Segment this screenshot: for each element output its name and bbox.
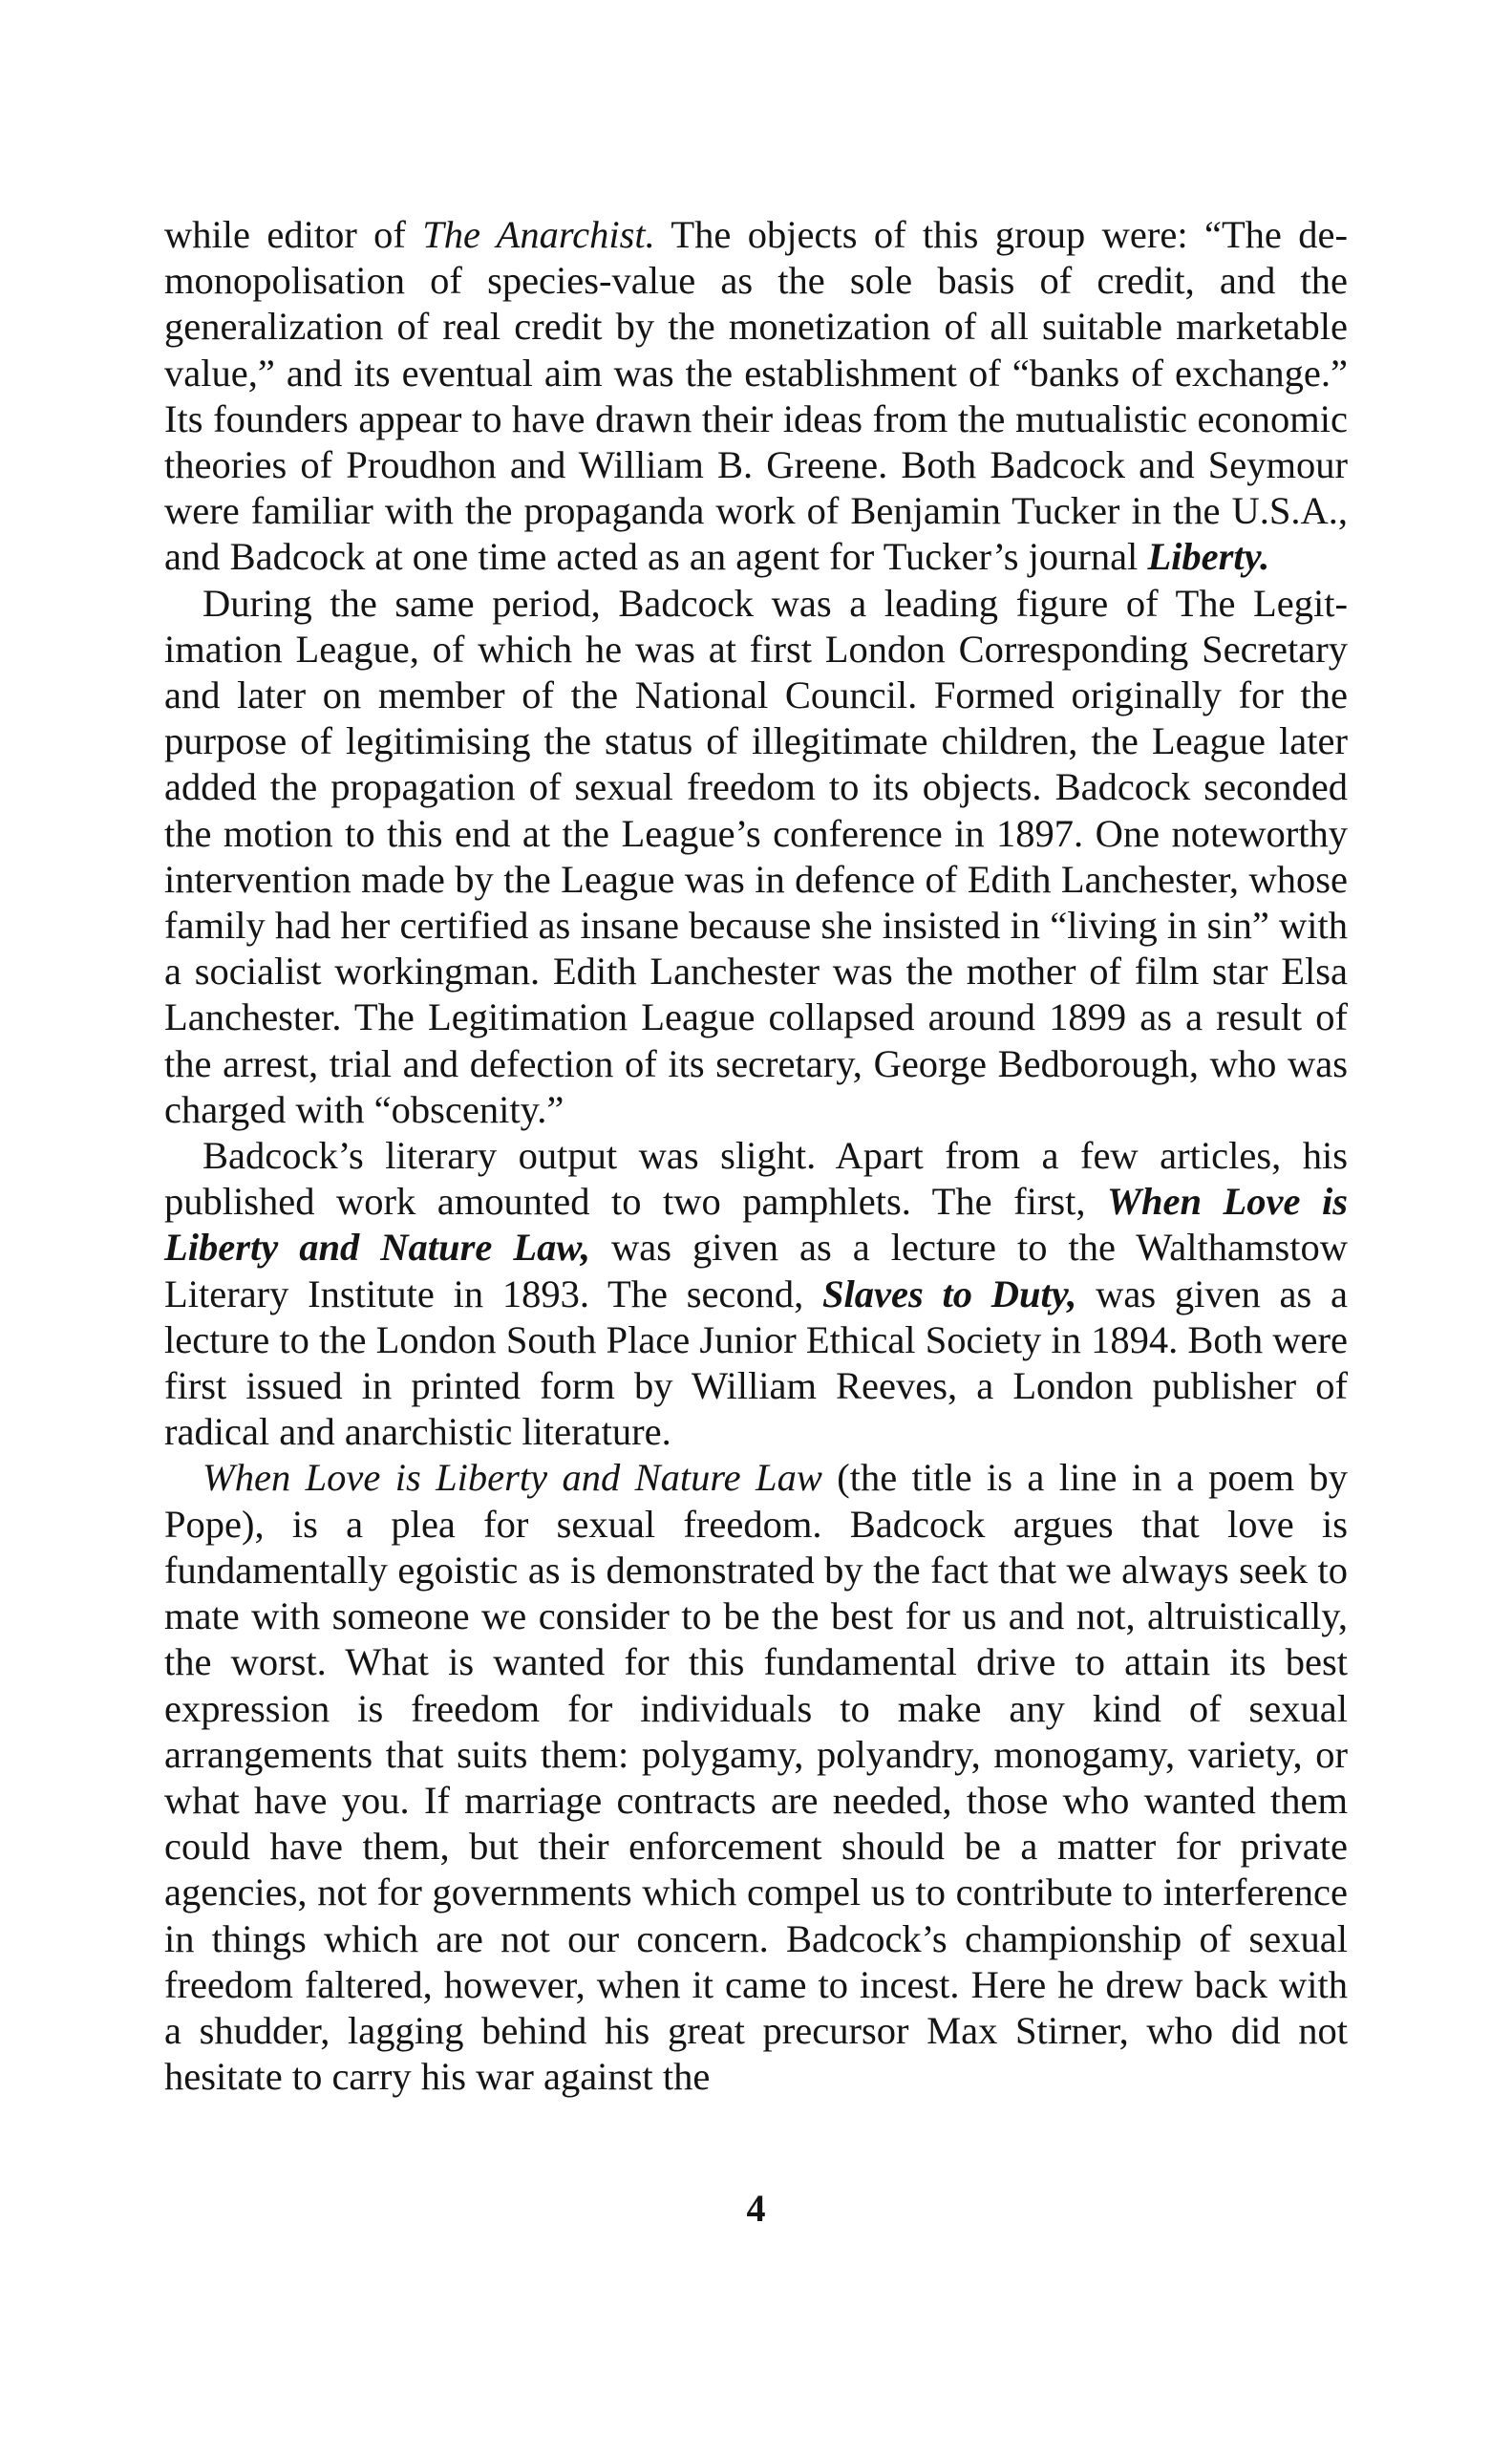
- text-run-bold-italic: Slaves to Duty,: [822, 1272, 1077, 1315]
- text-run: was given as a lecture to the London South Place Junior Ethical Society in 1894. Both were first issued in printed form by William Reeves, a London publisher of radical and anarchistic literature.: [164, 1272, 1348, 1454]
- text-run-bold-italic: When Love is Liberty and Nature Law,: [164, 1180, 1348, 1270]
- paragraph-3: [164, 1133, 1348, 1455]
- paragraph-1: [164, 212, 1348, 581]
- text-run: Badcock’s literary output was slight. Apart from a few articles, his published work amounted to two pamphlets. The first,: [164, 1134, 1348, 1224]
- text-run-italic: When Love is Liberty and Nature Law: [202, 1456, 822, 1500]
- paragraph-2: [164, 581, 1348, 1133]
- text-run: was given as a lecture to the Walthamstow Literary Institute in 1893. The second,: [164, 1226, 1349, 1315]
- paragraph-4: [164, 1455, 1348, 2100]
- page-body: [164, 212, 1348, 2100]
- text-run: while editor of: [164, 213, 423, 256]
- text-run: The objects of this group were: “The de-monopolisation of species-value as the sole basis of credit, and the generalization of real credit by the monetization of all suitable marketable value,” and its eventual aim was the establishment of “banks of exchange.” Its founders appear to have drawn their ideas from the mutualistic economic theories of Proudhon and William B. Greene. Both Badcock and Seymour were familiar with the propaganda work of Benjamin Tucker in the U.S.A., and Badcock at one time acted as an agent for Tucker’s journal: [164, 213, 1348, 579]
- text-run: (the title is a line in a poem by Pope), is a plea for sexual freedom. Badcock argues that love is fundamentally egoistic as is demonstrated by the fact that we always seek to mate with someone we consider to be the best for us and not, altruistically, the worst. What is wanted for this fundamental drive to attain its best expression is freedom for individuals to make any kind of sexual arrangements that suits them: polygamy, polyandry, monogamy, variety, or what have you. If marriage contracts are needed, those who wanted them could have them, but their enforcement should be a matter for private agencies, not for governments which compel us to contribute to interference in things which are not our concern. Badcock’s championship of sexual freedom faltered, however, when it came to incest. Here he drew back with a shudder, lagging behind his great precursor Max Stirner, who did not hesitate to carry his war against the: [164, 1456, 1349, 2099]
- text-run-bold-italic: Liberty.: [1147, 535, 1270, 579]
- text-run: During the same period, Badcock was a leading figure of The Legitimation League, of which he was at first London Corresponding Secretary and later on member of the National Council. Formed originally for the purpose of legitimising the status of illegitimate children, the League later added the propagation of sexual freedom to its objects. Badcock seconded the motion to this end at the League’s conference in 1897. One noteworthy intervention made by the League was in defence of Edith Lanchester, whose family had her certified as insane because she insisted in “living in sin” with a socialist workingman. Edith Lanchester was the mother of film star Elsa Lanchester. The Legitimation League collapsed around 1899 as a result of the arrest, trial and defection of its secretary, George Bedborough, who was charged with “obscenity.”: [164, 581, 1348, 1131]
- text-run-italic: The Anarchist.: [422, 213, 655, 256]
- page-number: 4: [746, 2187, 766, 2230]
